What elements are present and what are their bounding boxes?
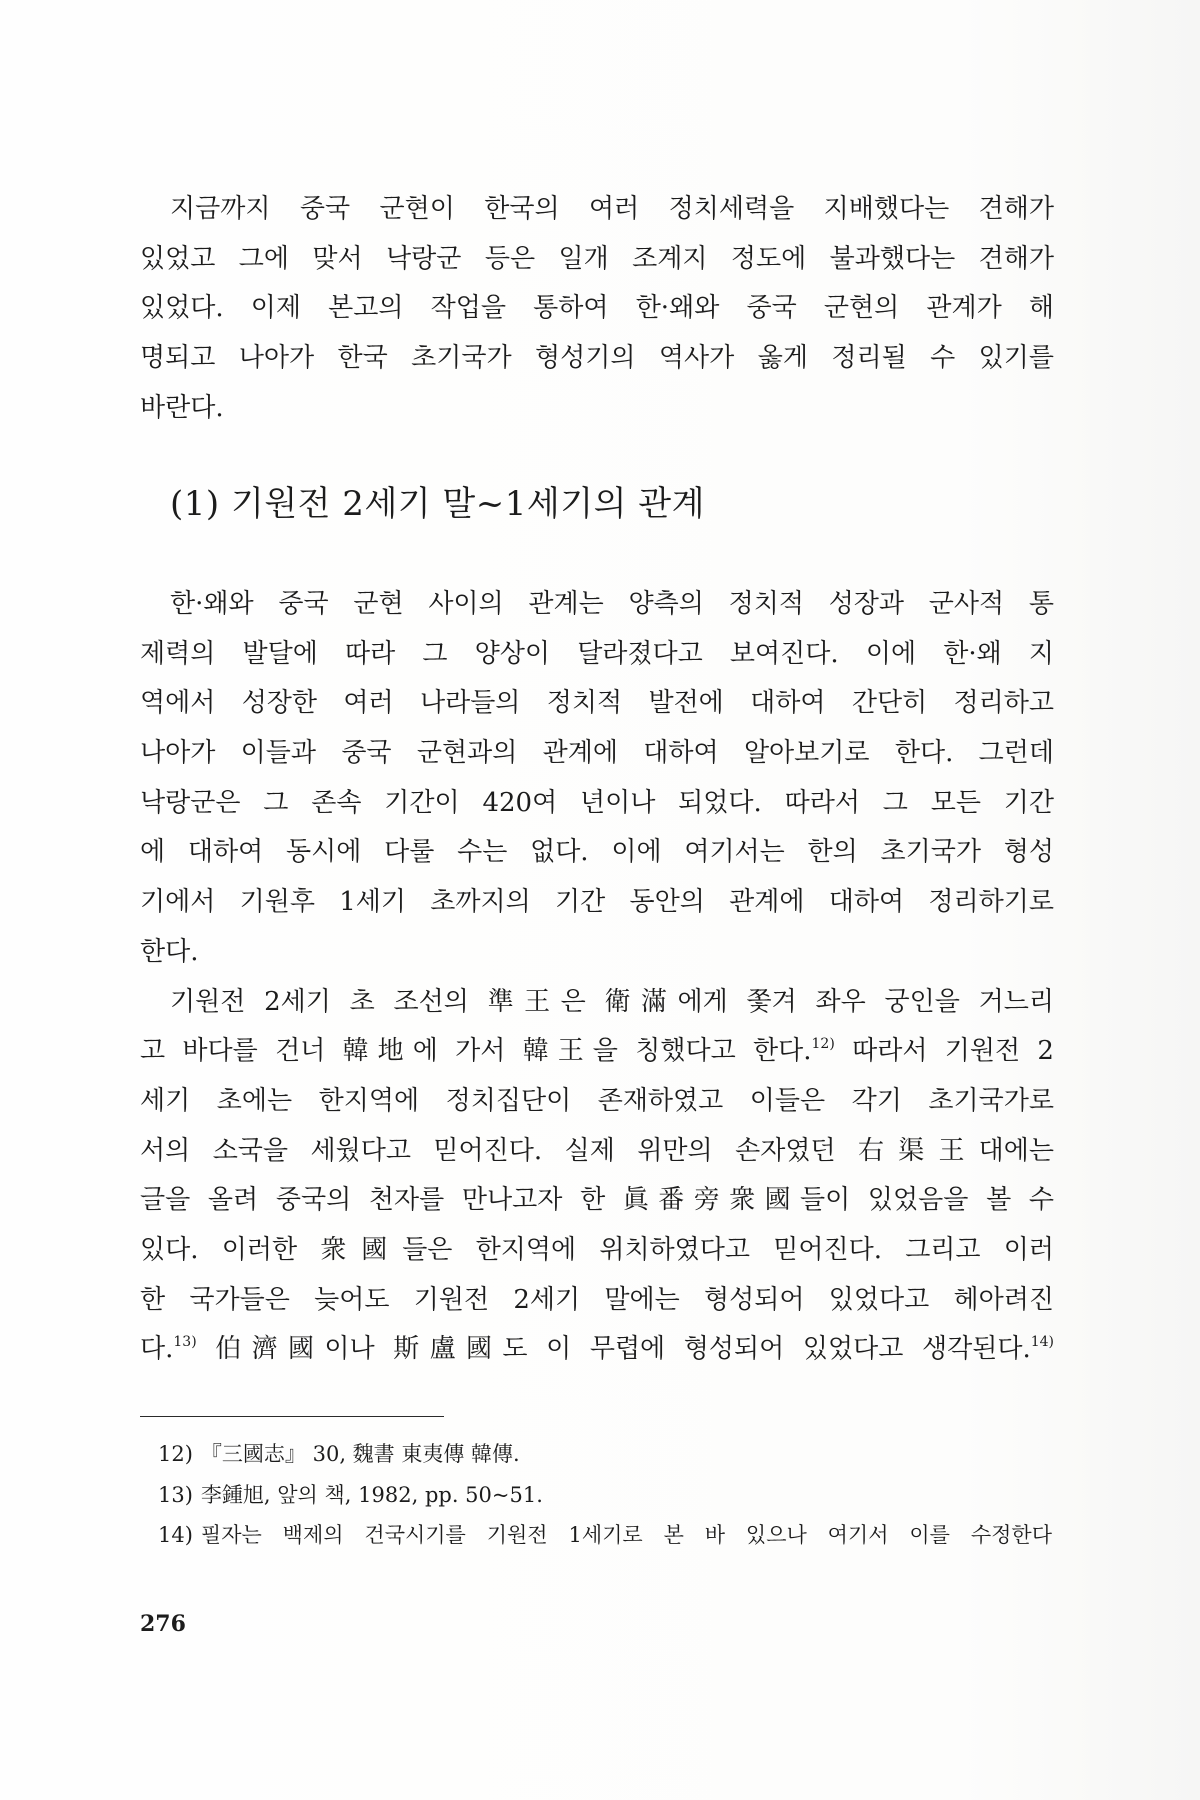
text-line: 세기 초에는 한지역에 정치집단이 존재하였고 이들은 각기 초기국가로 bbox=[140, 1085, 1054, 1116]
text-line: 있었다. 이제 본고의 작업을 통하여 한·왜와 중국 군현의 관계가 해 bbox=[140, 293, 1054, 324]
footnotes bbox=[158, 1434, 1052, 1556]
text-line: 에 대하여 동시에 다룰 수는 없다. 이에 여기서는 한의 초기국가 형성 bbox=[140, 837, 1054, 868]
text-segment: 伯濟國이나 斯盧國도 이 무렵에 형성되어 있었다고 생각된다. bbox=[196, 1334, 1031, 1365]
text-line: 나아가 이들과 중국 군현과의 관계에 대하여 알아보기로 한다. 그런데 bbox=[140, 738, 1054, 769]
text-segment: 다. bbox=[140, 1334, 174, 1365]
text-line: 기에서 기원후 1세기 초까지의 기간 동안의 관계에 대하여 정리하기로 bbox=[140, 887, 1054, 918]
text-line: 있다. 이러한 衆國들은 한지역에 위치하였다고 믿어진다. 그리고 이러 bbox=[140, 1234, 1054, 1265]
footnote-text: 필자는 백제의 건국시기를 기원전 1세기로 본 바 있으나 여기서 이를 수정한다 bbox=[200, 1523, 1052, 1548]
text-line: 지금까지 중국 군현이 한국의 여러 정치세력을 지배했다는 견해가 bbox=[170, 194, 1054, 224]
text-line: 명되고 나아가 한국 초기국가 형성기의 역사가 옳게 정리될 수 있기를 bbox=[140, 343, 1054, 374]
text-line: 바란다. bbox=[140, 392, 224, 423]
text-line: 제력의 발달에 따라 그 양상이 달라졌다고 보여진다. 이에 한·왜 지 bbox=[140, 638, 1054, 669]
page-number: 276 bbox=[140, 1611, 186, 1637]
text-line: 한·왜와 중국 군현 사이의 관계는 양측의 정치적 성장과 군사적 통 bbox=[170, 589, 1054, 619]
footnote-label: 13) bbox=[158, 1482, 193, 1507]
footnote-text: 李鍾旭, 앞의 책, 1982, pp. 50~51. bbox=[200, 1482, 543, 1507]
text-line: 낙랑군은 그 존속 기간이 420여 년이나 되었다. 따라서 그 모든 기간 bbox=[140, 787, 1054, 818]
footnote-12 bbox=[158, 1434, 1052, 1475]
text-line bbox=[140, 1027, 1054, 1077]
footnote-divider bbox=[140, 1416, 444, 1417]
footnote-text: 『三國志』 30, 魏書 東夷傳 韓傳. bbox=[200, 1442, 520, 1466]
section-body bbox=[140, 580, 1054, 1375]
text-segment: 따라서 기원전 2 bbox=[834, 1036, 1054, 1067]
paragraph-relations-overview bbox=[140, 580, 1054, 978]
text-segment: 고 바다를 건너 韓地에 가서 韓王을 칭했다고 한다. bbox=[140, 1036, 812, 1067]
text-line: 한 국가들은 늦어도 기원전 2세기 말에는 형성되어 있었다고 헤아려진 bbox=[140, 1284, 1054, 1315]
paragraph-intro bbox=[140, 185, 1054, 433]
text-line: 서의 소국을 세웠다고 믿어진다. 실제 위만의 손자였던 右渠王대에는 bbox=[140, 1135, 1054, 1166]
text-line bbox=[140, 1325, 1054, 1375]
section-heading: (1) 기원전 2세기 말~1세기의 관계 bbox=[170, 484, 705, 524]
text-line: 역에서 성장한 여러 나라들의 정치적 발전에 대하여 간단히 정리하고 bbox=[140, 688, 1054, 719]
footnote-ref: 14) bbox=[1030, 1334, 1054, 1351]
text-line: 글을 올려 중국의 천자를 만나고자 한 眞番旁衆國들이 있었음을 볼 수 bbox=[140, 1185, 1054, 1216]
text-line: 있었고 그에 맞서 낙랑군 등은 일개 조계지 정도에 불과했다는 견해가 bbox=[140, 243, 1054, 274]
footnote-ref: 12) bbox=[811, 1036, 835, 1053]
text-line: 한다. bbox=[140, 936, 199, 967]
footnote-14 bbox=[158, 1515, 1052, 1556]
footnote-ref: 13) bbox=[173, 1334, 197, 1351]
footnote-label: 14) bbox=[158, 1523, 193, 1548]
footnote-label: 12) bbox=[158, 1442, 193, 1466]
footnote-13 bbox=[158, 1475, 1052, 1516]
text-line: 기원전 2세기 초 조선의 準王은 衛滿에게 쫓겨 좌우 궁인을 거느리 bbox=[170, 986, 1054, 1017]
paragraph-early-states bbox=[140, 978, 1054, 1376]
